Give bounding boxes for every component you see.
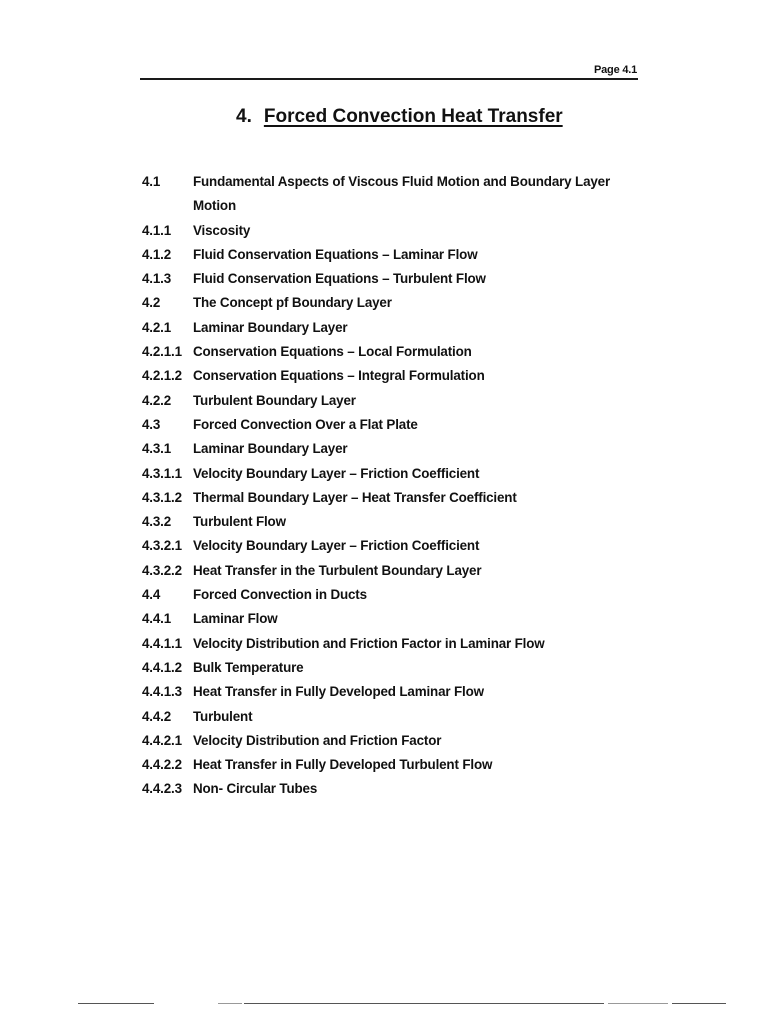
toc-entry-title: Thermal Boundary Layer – Heat Transfer Coefficient (193, 489, 517, 505)
toc-entry-number: 4.3.2.2 (142, 562, 182, 578)
toc-entry (142, 243, 622, 267)
toc-entry-title: Velocity Boundary Layer – Friction Coefficient (193, 538, 480, 554)
toc-entry-number: 4.3.1.1 (142, 465, 182, 481)
toc-entry-title: Laminar Flow (193, 611, 278, 627)
toc-entry-title: Turbulent Flow (193, 514, 286, 530)
toc-entry-title: Fluid Conservation Equations – Laminar Flow (193, 246, 478, 262)
toc-entry (142, 607, 622, 631)
toc-entry (142, 267, 622, 291)
toc-entry (142, 632, 622, 656)
toc-entry-title: Viscosity (193, 222, 251, 238)
toc-entry-title: Velocity Distribution and Friction Factor in Laminar Flow (193, 635, 545, 651)
toc-entry-title: Heat Transfer in the Turbulent Boundary Layer (193, 562, 482, 578)
toc-entry-number: 4.1 (142, 174, 161, 189)
toc-entry (142, 389, 622, 413)
toc-entry (142, 583, 622, 607)
toc-entry-number: 4.3 (142, 416, 161, 432)
toc-entry-number: 4.4.1.2 (142, 659, 182, 675)
toc-entry-title: Fluid Conservation Equations – Turbulent Flow (193, 271, 486, 287)
toc-entry-number: 4.3.1.2 (142, 489, 182, 505)
toc-entry-title: Conservation Equations – Local Formulation (193, 344, 472, 360)
toc-entry-title: Non- Circular Tubes (193, 781, 318, 797)
toc-entry-title: Heat Transfer in Fully Developed Turbulent Flow (193, 757, 493, 773)
toc-entry (142, 219, 622, 243)
toc-entry (142, 413, 622, 437)
toc-entry (142, 291, 622, 315)
toc-entry (142, 364, 622, 388)
toc-entry-title: Turbulent Boundary Layer (193, 392, 356, 408)
toc-entry (142, 729, 622, 753)
toc-entry-title: Fundamental Aspects of Viscous Fluid Motion and Boundary Layer Motion (193, 174, 611, 214)
toc-entry-number: 4.1.3 (142, 271, 172, 287)
toc-entry-number: 4.2 (142, 295, 161, 311)
table-of-contents (142, 170, 622, 802)
toc-entry-number: 4.4.2.2 (142, 757, 182, 773)
toc-entry-number: 4.3.2 (142, 514, 172, 530)
toc-entry-number: 4.2.1.2 (142, 368, 182, 384)
toc-entry (142, 559, 622, 583)
header-rule (140, 78, 638, 80)
toc-entry-title: Forced Convection Over a Flat Plate (193, 416, 418, 432)
toc-entry-title: The Concept pf Boundary Layer (193, 295, 392, 311)
toc-entry-number: 4.4.2.3 (142, 781, 182, 797)
toc-entry-title: Conservation Equations – Integral Formulation (193, 368, 485, 384)
toc-entry-number: 4.1.2 (142, 246, 172, 262)
toc-entry (142, 656, 622, 680)
page-number: Page 4.1 (594, 64, 638, 76)
toc-entry (142, 777, 622, 801)
toc-entry (142, 170, 622, 219)
toc-entry (142, 340, 622, 364)
chapter-number: 4. (236, 106, 252, 127)
toc-entry (142, 510, 622, 534)
toc-entry-number: 4.2.1 (142, 319, 172, 335)
toc-entry-number: 4.3.1 (142, 441, 172, 457)
toc-entry (142, 462, 622, 486)
toc-entry-title: Velocity Distribution and Friction Factor (193, 732, 442, 748)
toc-entry-number: 4.4.1.1 (142, 635, 182, 651)
toc-entry-number: 4.4.2.1 (142, 732, 182, 748)
toc-entry-number: 4.2.1.1 (142, 344, 182, 360)
toc-entry-number: 4.2.2 (142, 392, 172, 408)
toc-entry-number: 4.4.2 (142, 708, 172, 724)
toc-entry-number: 4.3.2.1 (142, 538, 182, 554)
toc-entry (142, 316, 622, 340)
toc-entry-title: Bulk Temperature (193, 659, 304, 675)
toc-entry-title: Heat Transfer in Fully Developed Laminar Flow (193, 684, 484, 700)
toc-entry (142, 437, 622, 461)
toc-entry-title: Turbulent (193, 708, 253, 724)
toc-entry-number: 4.4.1 (142, 611, 172, 627)
chapter-title: Forced Convection Heat Transfer (263, 106, 563, 127)
footer-scan-lines (0, 1001, 768, 1007)
toc-entry-title: Forced Convection in Ducts (193, 587, 367, 603)
toc-entry (142, 705, 622, 729)
toc-entry (142, 534, 622, 558)
toc-entry-number: 4.4 (142, 587, 161, 603)
toc-entry-title: Laminar Boundary Layer (193, 441, 348, 457)
toc-entry-title: Laminar Boundary Layer (193, 319, 348, 335)
toc-entry-title: Velocity Boundary Layer – Friction Coefficient (193, 465, 480, 481)
toc-entry-number: 4.4.1.3 (142, 684, 182, 700)
chapter-heading (236, 106, 563, 128)
toc-entry (142, 486, 622, 510)
toc-entry (142, 680, 622, 704)
toc-entry-number: 4.1.1 (142, 222, 172, 238)
toc-entry (142, 753, 622, 777)
